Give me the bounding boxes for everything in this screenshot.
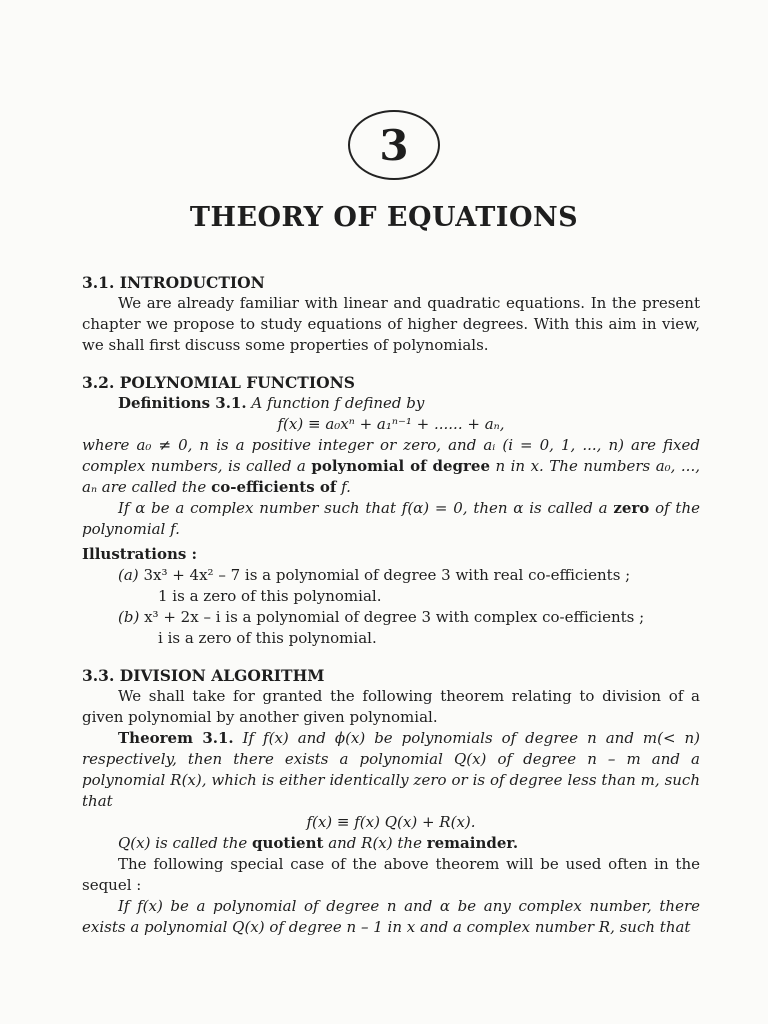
chapter-number-badge — [348, 110, 440, 180]
where-text-2: n in x. The numbers a₀, ..., aₙ are called the — [82, 457, 700, 496]
polynomial-formula: f(x) ≡ a₀xⁿ + a₁ⁿ⁻¹ + ...... + aₙ, — [277, 415, 505, 433]
division-formula: f(x) ≡ f(x) Q(x) + R(x). — [306, 813, 476, 831]
quotient-remainder — [82, 833, 700, 854]
illustration-a — [82, 565, 700, 607]
qr-text-1: Q(x) is called the — [118, 834, 253, 852]
special-case-statement: If f(x) be a polynomial of degree n and α be any complex number, there exists a polynomial Q(x) of degree n – 1 in x and a complex number R, such that — [82, 897, 700, 936]
theorem-text: If f(x) and ϕ(x) be polynomials of degree n and m(< n) respectively, then there exists a polynomial Q(x) of degree n – m and a polynomial R(x), which is either identically zero or is of degree less than m, such that — [82, 729, 700, 810]
term-zero: zero — [613, 499, 650, 517]
chapter-number: 3 — [379, 120, 409, 170]
term-remainder: remainder. — [426, 834, 519, 852]
term-coefficients: co-efficients of — [211, 478, 337, 496]
illustrations-heading: Illustrations : — [82, 545, 198, 563]
page-content — [82, 262, 700, 938]
theorem-paragraph — [82, 728, 700, 812]
qr-text-2: and R(x) the — [323, 834, 427, 852]
special-case-intro: The following special case of the above theorem will be used often in the sequel : — [82, 855, 700, 894]
zero-definition — [82, 498, 700, 540]
division-intro: We shall take for granted the following theorem relating to division of a given polynomial by another given polynomial. — [82, 687, 700, 726]
illustration-b-line2: i is a zero of this polynomial. — [158, 629, 377, 647]
term-quotient: quotient — [252, 834, 324, 852]
definition-text: A function f defined by — [251, 394, 425, 412]
where-text-1: where a₀ ≠ 0, n is a positive integer or zero, and aᵢ (i = 0, 1, ..., n) are fixed complex numbers, is called a — [82, 436, 700, 475]
section-heading-division: 3.3. DIVISION ALGORITHM — [82, 666, 325, 685]
section-heading-intro: 3.1. INTRODUCTION — [82, 273, 265, 292]
definition-label: Definitions 3.1. — [118, 394, 247, 412]
illustration-a-line1: 3x³ + 4x² – 7 is a polynomial of degree 3 with real co-efficients ; — [143, 566, 631, 584]
illustration-b-line1: x³ + 2x – i is a polynomial of degree 3 with complex co-efficients ; — [144, 608, 645, 626]
intro-paragraph: We are already familiar with linear and quadratic equations. In the present chapter we propose to study equations of higher degrees. With this aim in view, we shall first discuss some properties of polynomials. — [82, 294, 700, 354]
term-polynomial-degree: polynomial of degree — [311, 457, 490, 475]
section-heading-polynomial: 3.2. POLYNOMIAL FUNCTIONS — [82, 373, 355, 392]
definition-where — [82, 435, 700, 498]
theorem-label: Theorem 3.1. — [118, 729, 234, 747]
where-text-3: f. — [336, 478, 351, 496]
illustration-a-line2: 1 is a zero of this polynomial. — [158, 587, 382, 605]
definition-lead — [82, 393, 700, 414]
zero-text-1: If α be a complex number such that f(α) = 0, then α is called a — [118, 499, 614, 517]
illustration-a-label: (a) — [118, 566, 139, 584]
zero-text-2: of the polynomial f. — [82, 499, 700, 538]
illustration-b-label: (b) — [118, 608, 140, 626]
illustration-b — [82, 607, 700, 649]
chapter-title: THEORY OF EQUATIONS — [189, 202, 579, 233]
